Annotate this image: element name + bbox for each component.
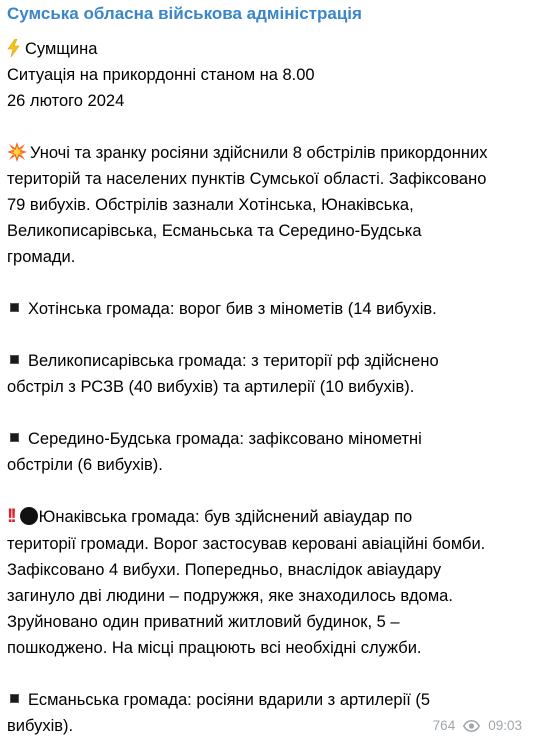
black-circle-icon: [20, 507, 38, 525]
item-line: [7, 296, 528, 322]
item-line: Зафіксовано 4 вибухи. Попередньо, внаслідок авіаудару: [7, 560, 442, 579]
spacer: [7, 322, 528, 348]
spacer: [7, 270, 528, 296]
channel-name-link[interactable]: Сумська обласна військова адміністрація: [7, 4, 362, 23]
header-line-region: [7, 36, 528, 62]
double-exclamation-icon: !!: [7, 505, 14, 527]
spacer: [7, 478, 528, 504]
black-small-square-icon: [10, 355, 19, 364]
black-small-square-icon: [10, 433, 19, 442]
message-meta: [433, 718, 522, 733]
item-line: Зруйновано один приватний житловий будинок, 5 –: [7, 612, 400, 631]
black-small-square-icon: [10, 694, 19, 703]
item-velykopysarivska: [7, 348, 528, 400]
post-time: 09:03: [488, 718, 522, 733]
summary-line: громади.: [7, 248, 76, 266]
item-line: [7, 426, 528, 452]
view-count: 764: [432, 718, 456, 733]
item-line-text: Есманьська громада: росіяни вдарили з артилерії (5: [28, 690, 431, 709]
black-small-square-icon: [10, 303, 19, 312]
item-line: загинуло дві людини – подружжя, яке знаходилось вдома.: [7, 586, 453, 605]
header-region-text: Сумщина: [25, 40, 98, 58]
header-line-date: 26 лютого 2024: [7, 92, 125, 110]
summary-line-text: Уночі та зранку росіяни здійснили 8 обстрілів прикордонних: [30, 144, 488, 162]
summary-paragraph: [7, 140, 528, 270]
collision-icon: [7, 142, 27, 162]
item-khotin: [7, 296, 528, 322]
summary-line: [7, 140, 528, 166]
item-line: пошкоджено. На місці працюють всі необхідні служби.: [7, 638, 422, 657]
item-line: [7, 348, 528, 374]
item-line-text: Великописарівська громада: з території рф здійснено: [28, 352, 439, 370]
item-line-text: Середино-Будська громада: зафіксовано мінометні: [28, 430, 422, 448]
post-text: [7, 36, 528, 739]
summary-line: Великописарівська, Есманьська та Середино-Будська: [7, 222, 422, 240]
item-line: [7, 504, 528, 531]
item-yunakivska: [7, 504, 528, 661]
spacer: [7, 114, 528, 140]
spacer: [7, 661, 528, 687]
spacer: [7, 400, 528, 426]
item-line-text: Юнаківська громада: був здійснений авіаудар по: [38, 508, 413, 526]
eye-icon: [463, 720, 480, 732]
header-line-situation: Ситуація на прикордонні станом на 8.00: [7, 66, 315, 84]
item-line: обстріл з РСЗВ (40 вибухів) та артилерії (10 вибухів).: [7, 378, 415, 396]
summary-line: 79 вибухів. Обстрілів зазнали Хотінська, Юнаківська,: [7, 196, 414, 214]
high-voltage-icon: [7, 39, 20, 57]
item-line: [7, 687, 528, 713]
item-line-text: Хотінська громада: ворог бив з мінометів (14 вибухів.: [28, 300, 437, 318]
item-line: обстріли (6 вибухів).: [7, 456, 163, 474]
item-seredyno-budska: [7, 426, 528, 478]
item-line: території громади. Ворог застосував керовані авіаційні бомби.: [7, 534, 486, 553]
summary-line: територій та населених пунктів Сумської області. Зафіксовано: [7, 170, 487, 188]
item-line: вибухів).: [7, 716, 74, 735]
